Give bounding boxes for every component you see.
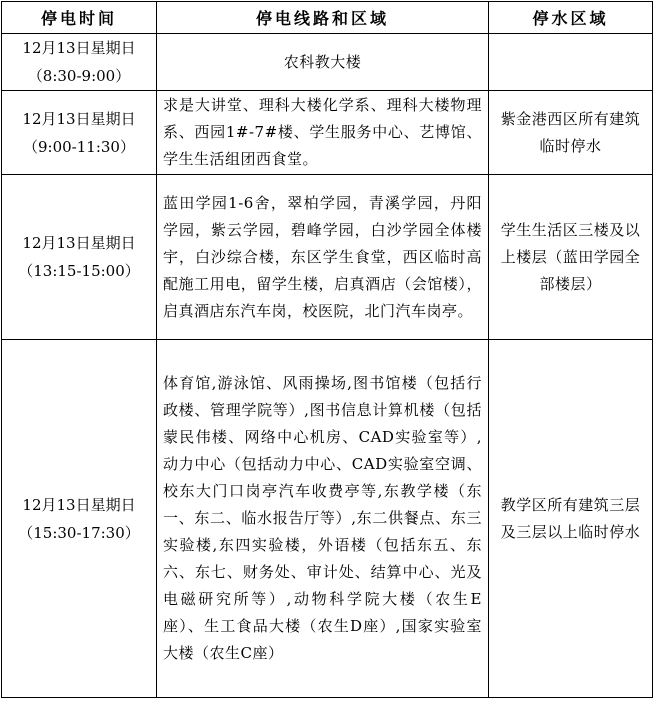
header-outage-time: 停电时间 <box>2 2 157 34</box>
outage-time-range: （15:30-17:30） <box>18 523 140 542</box>
outage-area-cell: 求是大讲堂、理科大楼化学系、理科大楼物理系、西园1#-7#楼、学生服务中心、艺博馆、学生生活组团西食堂。 <box>157 91 489 175</box>
outage-date: 12月13日星期日 <box>22 234 136 252</box>
header-water-area: 停水区域 <box>489 2 653 34</box>
water-area-cell: 紫金港西区所有建筑临时停水 <box>489 91 653 175</box>
outage-area-cell: 农科教大楼 <box>157 34 489 91</box>
table-row <box>2 91 653 175</box>
water-area-cell <box>489 34 653 91</box>
outage-time-cell <box>2 175 157 340</box>
outage-time-range: （8:30-9:00） <box>27 67 131 85</box>
outage-schedule-table <box>1 1 653 698</box>
water-area-cell: 教学区所有建筑三层及三层以上临时停水 <box>489 340 653 698</box>
outage-time-cell <box>2 91 157 175</box>
header-outage-area: 停电线路和区域 <box>157 2 489 34</box>
outage-date: 12月13日星期日 <box>22 109 136 128</box>
outage-area-cell: 体育馆,游泳馆、风雨操场,图书馆楼（包括行政楼、管理学院等）,图书信息计算机楼（包括蒙民伟楼、网络中心机房、CAD实验室等）,动力中心（包括动力中心、CAD实验室空调、校东大门口岗亭汽车收费亭等,东教学楼（东一、东二、临水报告厅等）,东二供餐点、东三实验楼,东四实验楼，外语楼（包括东五、东六、东七、财务处、审计处、结算中心、光及电磁研究所等）,动物科学院大楼（农生E座）、生工食品大楼（农生D座）,国家实验室大楼（农生C座） <box>157 340 489 698</box>
table-row <box>2 340 653 698</box>
table-row <box>2 175 653 340</box>
outage-time-range: （13:15-15:00） <box>18 262 140 280</box>
outage-time-range: （9:00-11:30） <box>23 137 135 156</box>
outage-area-cell: 蓝田学园1-6舍，翠柏学园，青溪学园，丹阳学园，紫云学园，碧峰学园，白沙学园全体楼宇，白沙综合楼，东区学生食堂，西区临时高配施工用电，留学生楼，启真酒店（会馆楼），启真酒店东汽车岗，校医院，北门汽车岗亭。 <box>157 175 489 340</box>
outage-date: 12月13日星期日 <box>22 495 136 514</box>
header-row <box>2 2 653 34</box>
outage-time-cell <box>2 340 157 698</box>
table-row <box>2 34 653 91</box>
water-area-cell: 学生生活区三楼及以上楼层（蓝田学园全部楼层） <box>489 175 653 340</box>
outage-date: 12月13日星期日 <box>22 39 136 57</box>
outage-time-cell <box>2 34 157 91</box>
